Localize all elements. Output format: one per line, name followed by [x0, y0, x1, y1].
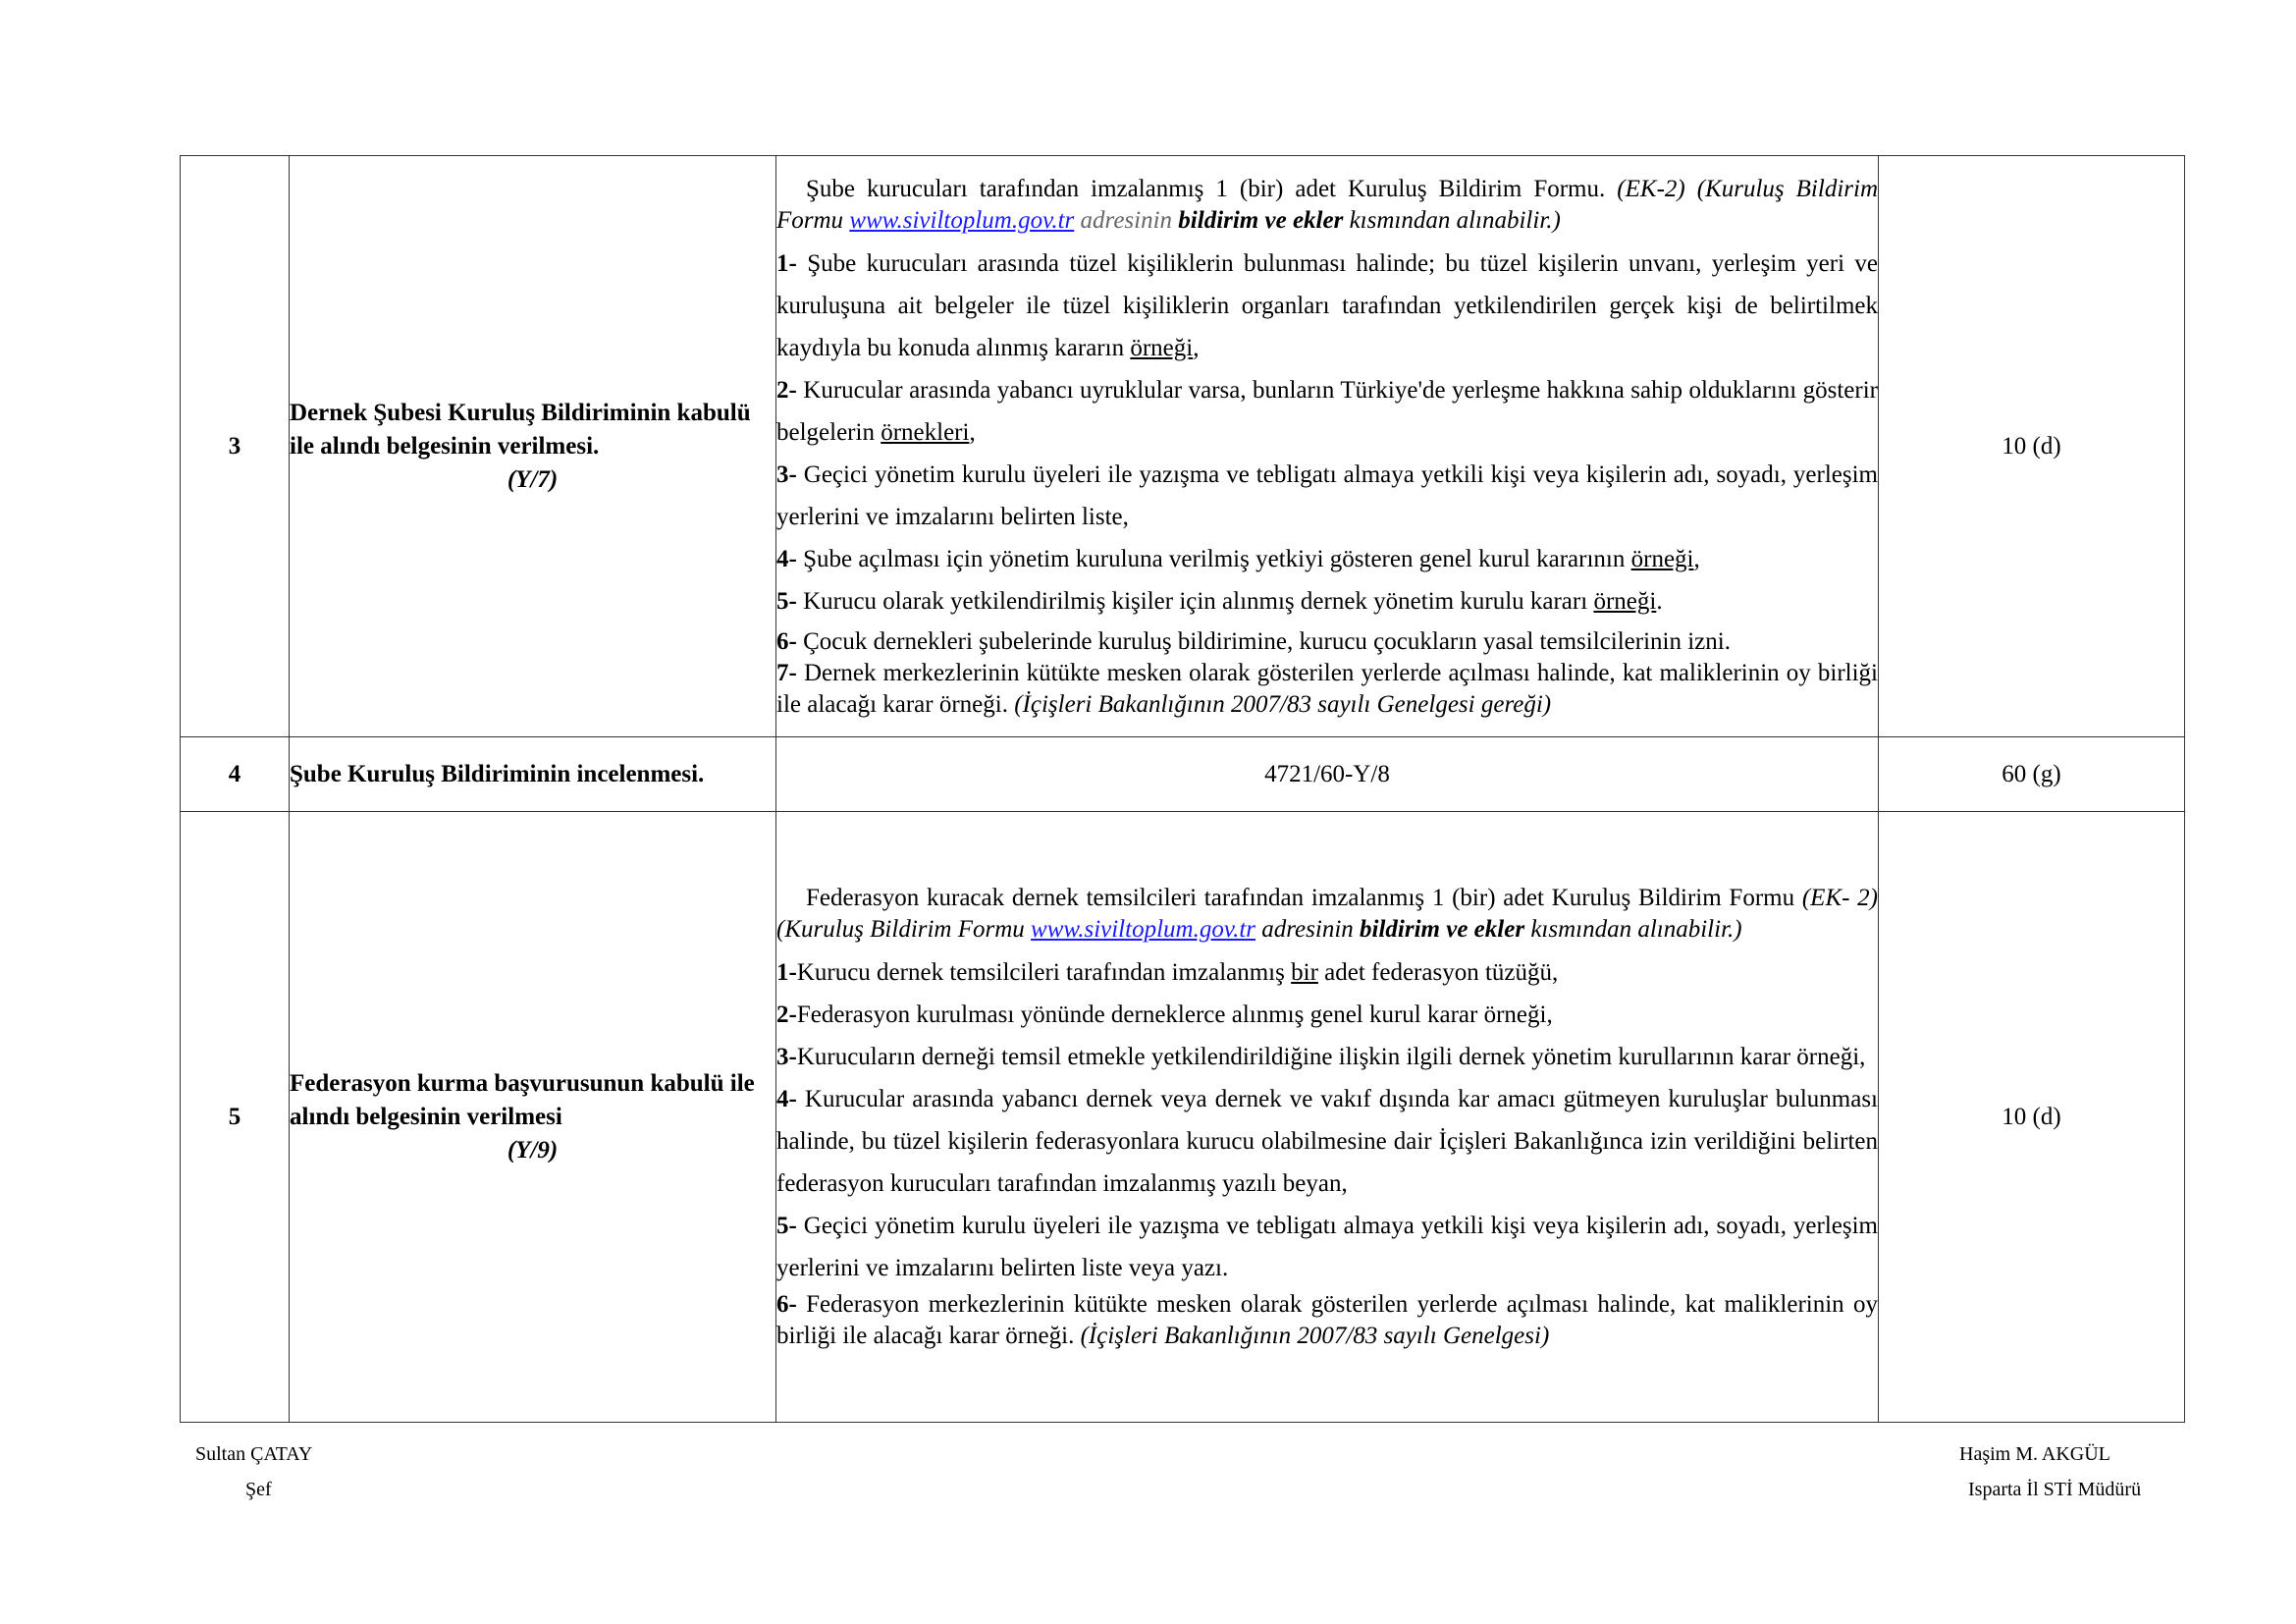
row-number: 4 — [181, 737, 290, 812]
table-row — [181, 156, 2185, 737]
required-documents — [776, 812, 1879, 1423]
document-item: 6- Çocuk dernekleri şubelerinde kuruluş bildirimine, kurucu çocukların yasal temsilcilerinin izni. — [776, 627, 1731, 655]
documents-intro: Federasyon kuracak dernek temsilcileri tarafından imzalanmış 1 (bir) adet Kuruluş Bildirim Formu (EK- 2) (Kuruluş Bildirim Formu www.siviltoplum.gov.tr adresinin bildirim ve ekler kısmından alınabilir.) — [776, 885, 1879, 943]
required-documents — [776, 156, 1879, 737]
services-table — [180, 155, 2185, 1423]
processing-time: 60 (g) — [1879, 737, 2185, 812]
left-signature-name: Sultan ÇATAY — [195, 1443, 313, 1465]
row-number: 5 — [181, 812, 290, 1423]
processing-time: 10 (d) — [1879, 156, 2185, 737]
processing-time: 10 (d) — [1879, 812, 2185, 1423]
table-row — [181, 737, 2185, 812]
service-name-cell — [290, 812, 776, 1423]
document-item: 1- Şube kurucuları arasında tüzel kişiliklerin bulunması halinde; bu tüzel kişilerin unvanı, yerleşim yeri ve kuruluşuna ait belgeler ile tüzel kişiliklerin organları tarafından yetkilendirilen gerçek kişi de belirtilmek kaydıyla bu konuda alınmış kararın örneği, — [776, 249, 1879, 361]
document-item: 1-Kurucu dernek temsilcileri tarafından imzalanmış bir adet federasyon tüzüğü, — [776, 959, 1559, 986]
documents-intro: Şube kurucuları tarafından imzalanmış 1 (bir) adet Kuruluş Bildirim Formu. (EK-2) (Kuruluş Bildirim Formu www.siviltoplum.gov.tr adresinin bildirim ve ekler kısmından alınabilir.) — [776, 175, 1878, 234]
service-name: Federasyon kurma başvurusunun kabulü ile alındı belgesinin verilmesi — [290, 1069, 755, 1130]
right-signature-title: Isparta İl STİ Müdürü — [1968, 1479, 2142, 1500]
left-signature-title: Şef — [245, 1479, 272, 1500]
right-signature-name: Haşim M. AKGÜL — [1959, 1443, 2110, 1465]
service-name: Şube Kuruluş Bildiriminin incelenmesi. — [290, 737, 776, 812]
required-documents: 4721/60-Y/8 — [776, 737, 1879, 812]
document-item: 5- Geçici yönetim kurulu üyeleri ile yazışma ve tebligatı almaya yetkili kişi veya kişilerin adı, soyadı, yerleşim yerlerini ve imzalarını belirten liste veya yazı. — [776, 1213, 1878, 1281]
document-item: 2-Federasyon kurulması yönünde derneklerce alınmış genel kurul karar örneği, — [776, 1001, 1553, 1028]
service-name-cell — [290, 156, 776, 737]
document-item: 3-Kurucuların derneği temsil etmekle yetkilendirildiğine ilişkin ilgili dernek yönetim kurullarının karar örneği, — [776, 1044, 1866, 1070]
document-item: 4- Şube açılması için yönetim kuruluna verilmiş yetkiyi gösteren genel kurul kararının örneği, — [776, 545, 1700, 572]
service-code: (Y/7) — [507, 465, 559, 493]
document-item: 6- Federasyon merkezlerinin kütükte mesken olarak gösterilen yerlerde açılması halinde, kat maliklerinin oy birliği ile alacağı karar örneği. (İçişleri Bakanlığının 2007/83 sayılı Genelgesi) — [776, 1291, 1878, 1349]
table-row — [181, 812, 2185, 1423]
document-item: 2- Kurucular arasında yabancı uyruklular varsa, bunların Türkiye'de yerleşme hakkına sahip olduklarını gösterir belgelerin örnekleri, — [776, 376, 1878, 446]
document-item: 4- Kurucular arasında yabancı dernek veya dernek ve vakıf dışında kar amacı gütmeyen kuruluşlar bulunması halinde, bu tüzel kişilerin federasyonlara kurucu olabilmesine dair İçişleri Bakanlığınca izin verildiğini belirten federasyon kurucuları tarafından imzalanmış yazılı beyan, — [776, 1086, 1879, 1197]
document-item: 7- Dernek merkezlerinin kütükte mesken olarak gösterilen yerlerde açılması halinde, kat maliklerinin oy birliği ile alacağı karar örneği. (İçişleri Bakanlığının 2007/83 sayılı Genelgesi gereği) — [776, 659, 1879, 718]
document-item: 5- Kurucu olarak yetkilendirilmiş kişiler için alınmış dernek yönetim kurulu kararı örneği. — [776, 587, 1663, 615]
siviltoplum-link[interactable]: www.siviltoplum.gov.tr — [849, 206, 1075, 234]
service-code: (Y/9) — [507, 1136, 559, 1164]
siviltoplum-link[interactable]: www.siviltoplum.gov.tr — [1031, 916, 1255, 943]
service-name: Dernek Şubesi Kuruluş Bildiriminin kabulü ile alındı belgesinin verilmesi. — [290, 399, 751, 460]
document-item: 3- Geçici yönetim kurulu üyeleri ile yazışma ve tebligatı almaya yetkili kişi veya kişilerin adı, soyadı, yerleşim yerlerini ve imzalarını belirten liste, — [776, 460, 1878, 530]
row-number: 3 — [181, 156, 290, 737]
